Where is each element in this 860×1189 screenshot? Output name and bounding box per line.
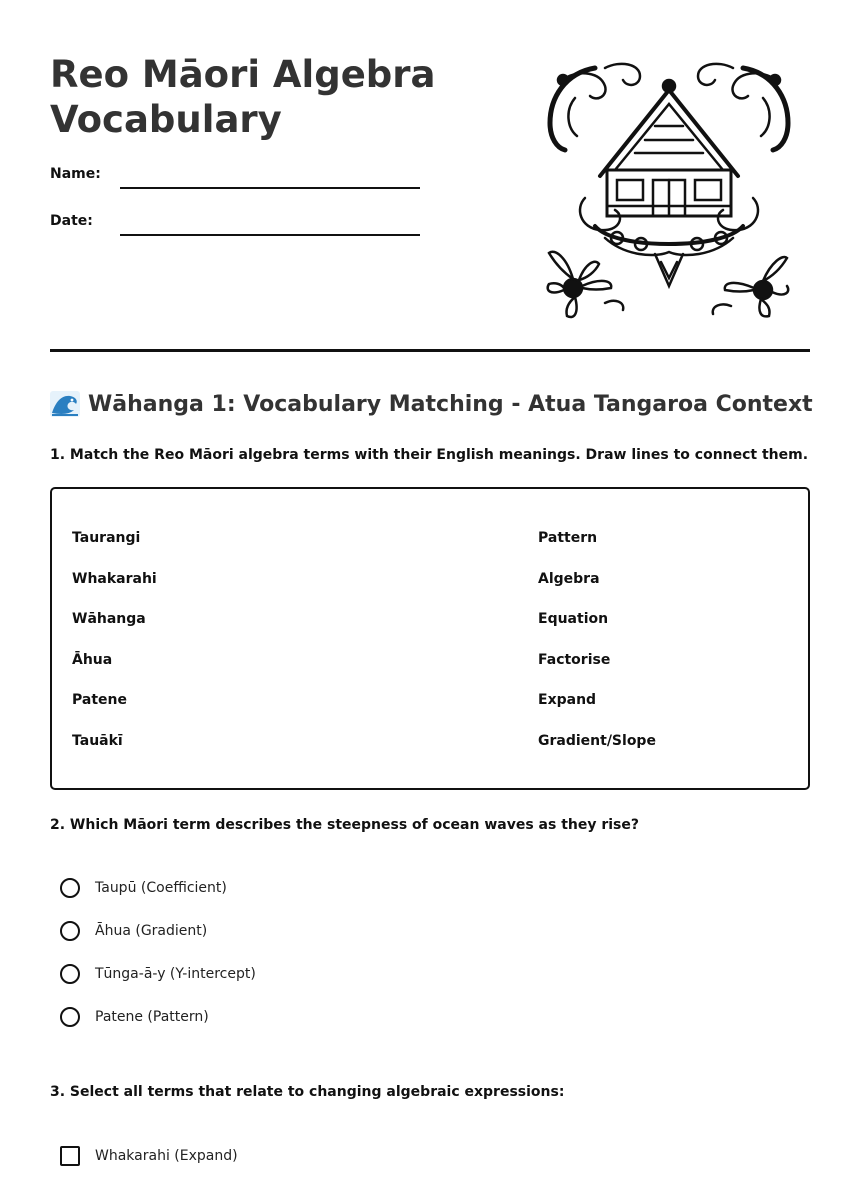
maori-term[interactable]: Āhua [72,651,113,668]
name-line[interactable] [120,187,420,189]
date-line[interactable] [120,234,420,236]
water-wave-icon [50,391,80,417]
radio-option[interactable] [60,878,256,921]
question-3-prompt: 3. Select all terms that relate to changing algebraic expressions: [50,1084,565,1100]
radio-button[interactable] [60,878,80,898]
maori-term[interactable]: Whakarahi [72,570,157,587]
english-term[interactable]: Equation [538,611,609,627]
maori-term[interactable]: Tauākī [72,732,123,749]
page-title [50,52,520,142]
english-term[interactable]: Factorise [538,651,611,668]
radio-option[interactable] [60,964,256,1007]
worksheet-page [50,0,813,1164]
name-label: Name: [50,166,101,182]
radio-option-label: Patene (Pattern) [95,1009,209,1025]
english-term[interactable]: Algebra [538,570,600,587]
checkbox-option-label: Whakarahi (Expand) [95,1148,238,1164]
english-term[interactable]: Expand [538,692,597,708]
section-1-heading [50,388,813,420]
section-1-title: Wāhanga 1: Vocabulary Matching - Atua Tangaroa Context [88,391,813,417]
title-line-2: Vocabulary [50,98,282,141]
checkbox-option[interactable] [60,1146,238,1189]
english-terms-column [538,529,656,772]
english-term[interactable]: Gradient/Slope [538,732,656,749]
english-term[interactable]: Pattern [538,530,598,546]
matching-box[interactable] [50,487,810,790]
title-line-1: Reo Māori Algebra [50,53,436,96]
radio-button[interactable] [60,921,80,941]
question-1-prompt: 1. Match the Reo Māori algebra terms with their English meanings. Draw lines to connect them. [50,447,809,463]
radio-option[interactable] [60,921,256,964]
checkbox[interactable] [60,1146,80,1166]
maori-term[interactable]: Wāhanga [72,611,146,627]
radio-option-label: Tūnga-ā-y (Y-intercept) [95,966,256,982]
radio-button[interactable] [60,964,80,984]
question-2-prompt: 2. Which Māori term describes the steepness of ocean waves as they rise? [50,817,640,833]
radio-option[interactable] [60,1007,256,1050]
maori-term[interactable]: Taurangi [72,530,141,546]
radio-button[interactable] [60,1007,80,1027]
question-2-options [60,878,256,1050]
maori-terms-column [72,529,157,772]
date-label: Date: [50,213,93,229]
maori-term[interactable]: Patene [72,692,127,708]
radio-option-label: Āhua (Gradient) [95,923,208,939]
name-field[interactable] [50,165,420,189]
question-3-options [60,1146,238,1189]
date-field[interactable] [50,212,420,236]
header-divider [50,349,810,352]
radio-option-label: Taupū (Coefficient) [95,880,227,896]
wharenui-carving-icon [545,58,793,320]
